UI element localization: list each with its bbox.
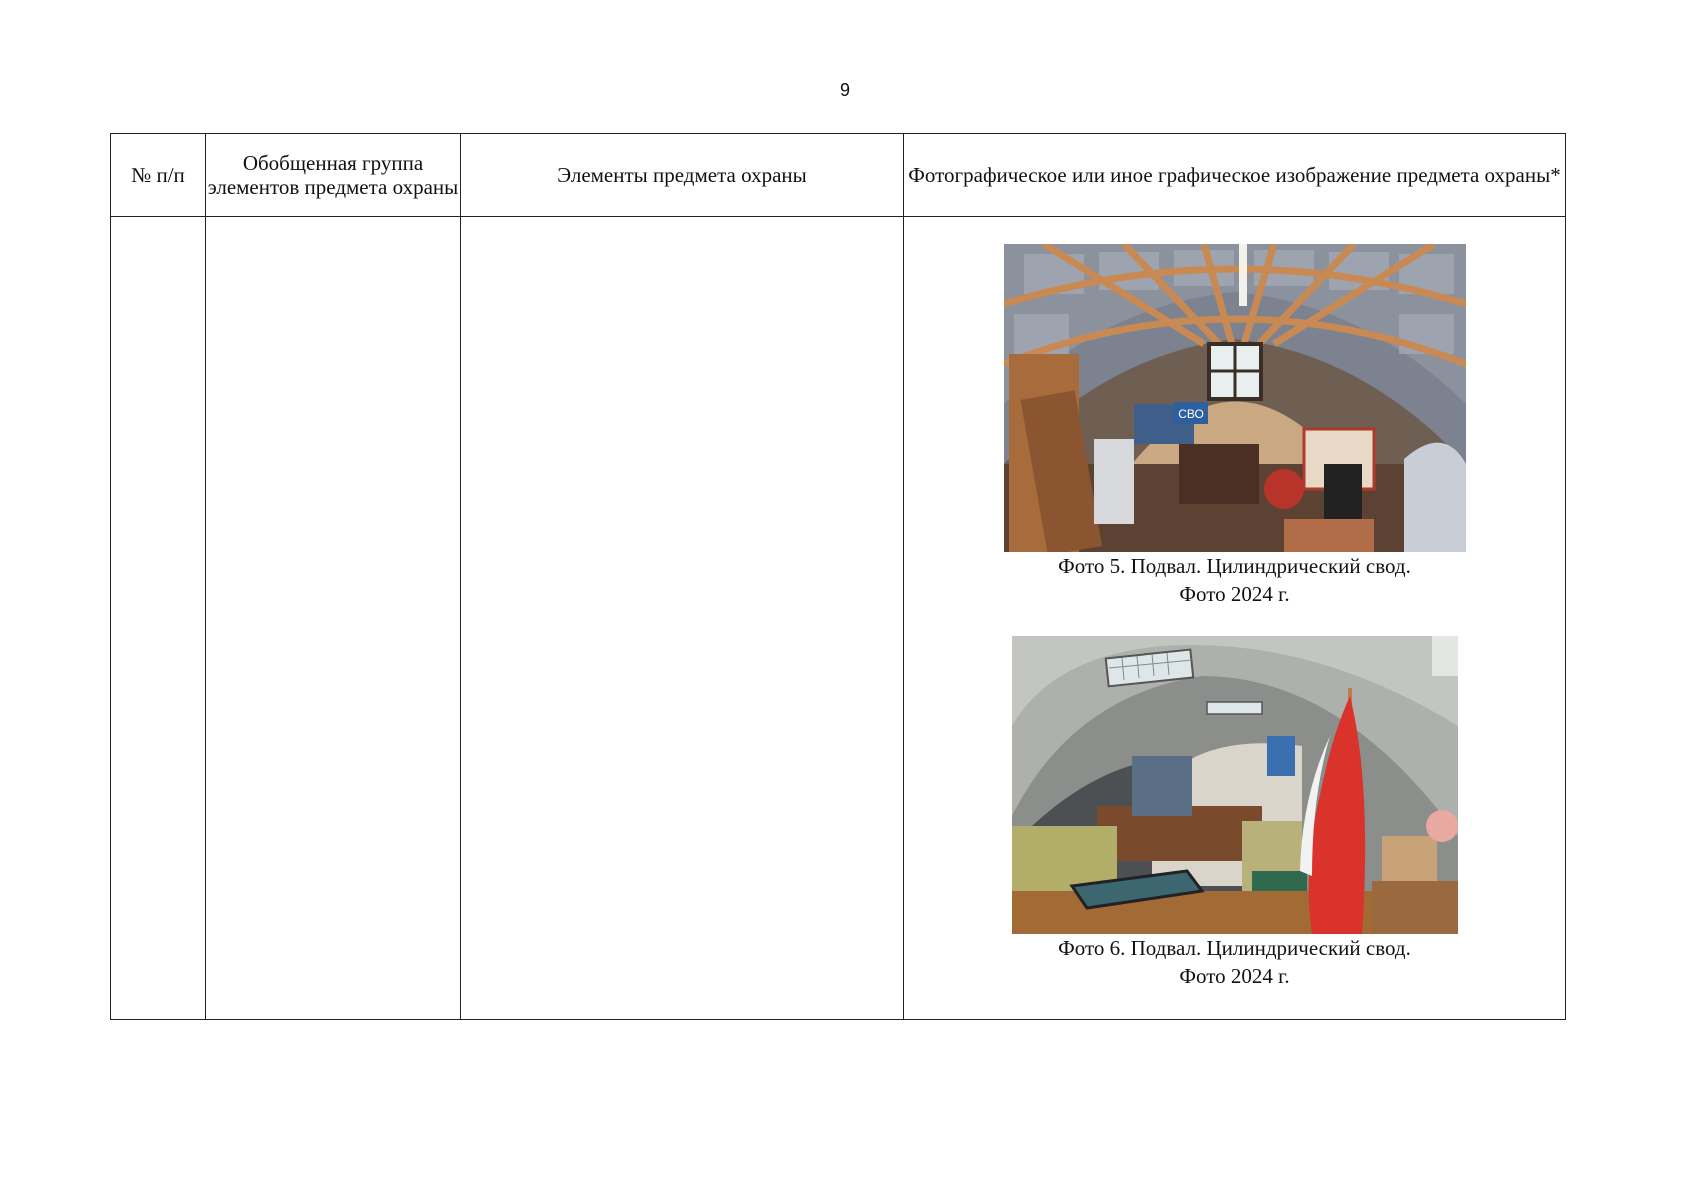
photo-6-caption-line1: Фото 6. Подвал. Цилиндрический свод.: [1058, 936, 1411, 960]
cell-group: [206, 217, 461, 1020]
photo-6-block: [1012, 636, 1458, 990]
sign-svo-text: СВО: [1177, 407, 1204, 421]
table-header-row: [111, 134, 1566, 217]
cell-elements: [461, 217, 904, 1020]
cell-num: [111, 217, 206, 1020]
cell-photos: [904, 217, 1566, 1020]
page-number: 9: [839, 80, 850, 100]
header-group: Обобщенная группа элементов предмета охраны: [206, 134, 461, 217]
header-num: № п/п: [111, 134, 206, 217]
table-row: [111, 217, 1566, 1020]
header-elements: Элементы предмета охраны: [461, 134, 904, 217]
photo-5-block: [1004, 244, 1466, 608]
protection-subject-table: [110, 133, 1566, 1020]
photo-6-caption-line2: Фото 2024 г.: [1179, 964, 1290, 988]
photo-5-caption-line2: Фото 2024 г.: [1179, 582, 1290, 606]
photo-5-basement-vault: [1004, 244, 1466, 552]
photo-6-basement-vault: [1012, 636, 1458, 934]
header-image: Фотографическое или иное графическое изображение предмета охраны*: [904, 134, 1566, 217]
photo-5-caption-line1: Фото 5. Подвал. Цилиндрический свод.: [1058, 554, 1411, 578]
